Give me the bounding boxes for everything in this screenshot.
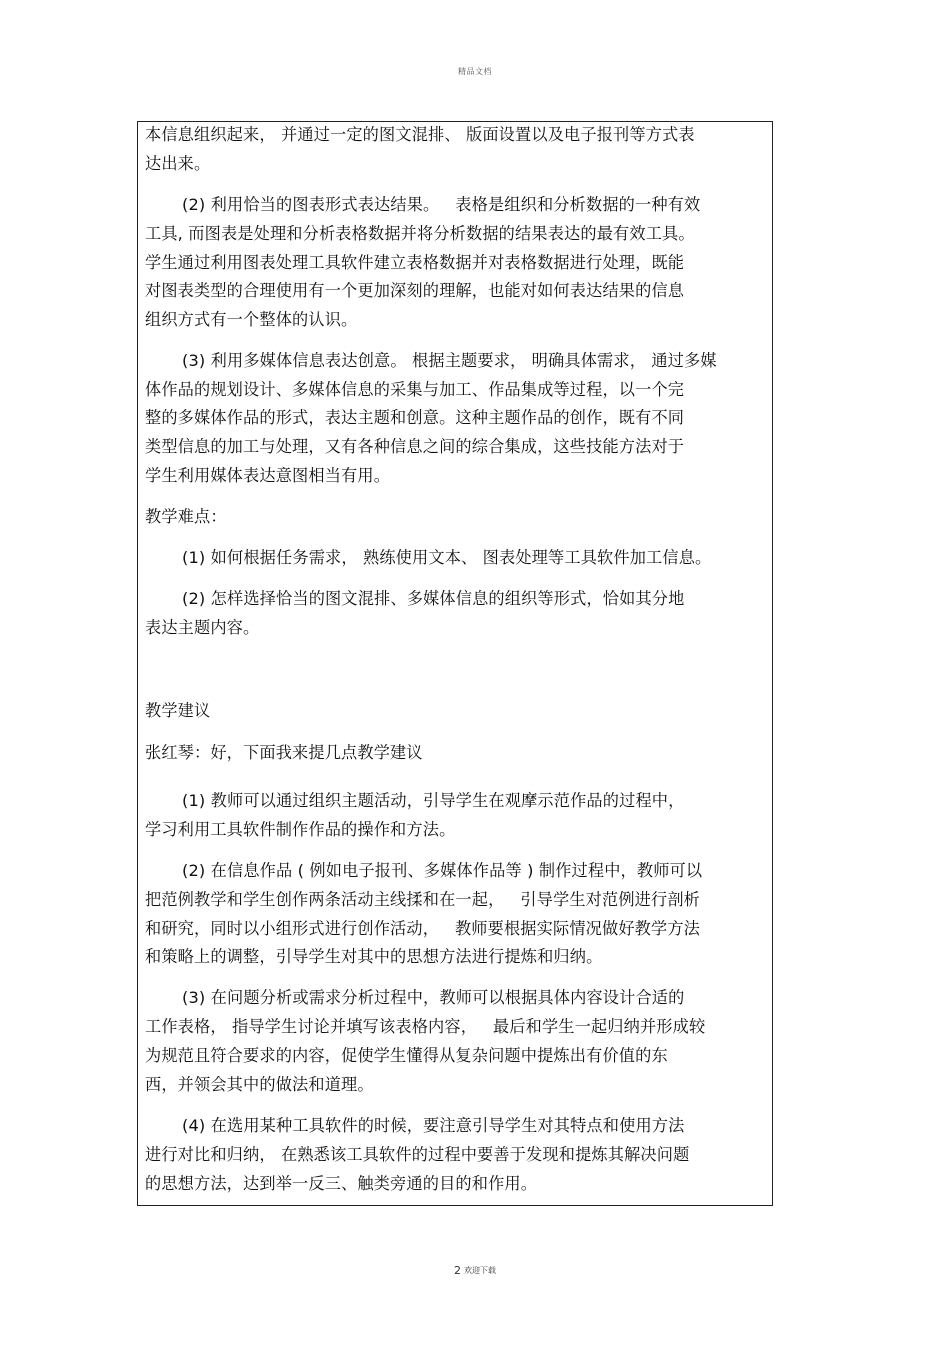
- text-line: 达出来。: [145, 154, 211, 173]
- text-line: (2) 怎样选择恰当的图文混排、多媒体信息的组织等形式，恰如其分地: [182, 589, 685, 608]
- text-line: (1) 如何根据任务需求， 熟练使用文本、 图表处理等工具软件加工信息。: [182, 548, 712, 567]
- text-line: 和研究，同时以小组形式进行创作活动， 教师要根据实际情况做好教学方法: [145, 919, 701, 938]
- text-line: 进行对比和归纳， 在熟悉该工具软件的过程中要善于发现和提炼其解决问题: [145, 1145, 690, 1164]
- text-line: 工作表格， 指导学生讨论并填写该表格内容， 最后和学生一起归纳并形成较: [145, 1017, 706, 1036]
- text-line: 为规范且符合要求的内容，促使学生懂得从复杂问题中提炼出有价值的东: [145, 1046, 668, 1065]
- page-number: 2: [454, 1264, 461, 1277]
- page-header: 精品文档: [458, 67, 492, 76]
- text-line: 类型信息的加工与处理，又有各种信息之间的综合集成，这些技能方法对于: [145, 437, 685, 456]
- text-line: 体作品的规划设计、多媒体信息的采集与加工、作品集成等过程，以一个完: [145, 380, 685, 399]
- text-line: 学习利用工具软件制作作品的操作和方法。: [145, 820, 456, 839]
- text-line: (3) 利用多媒体信息表达创意。 根据主题要求， 明确具体需求， 通过多媒: [182, 351, 717, 370]
- text-line: 工具, 而图表是处理和分析表格数据并将分析数据的结果表达的最有效工具。: [145, 224, 695, 243]
- text-line: 整的多媒体作品的形式，表达主题和创意。这种主题作品的创作，既有不同: [145, 408, 685, 427]
- text-line: 学生通过利用图表处理工具软件建立表格数据并对表格数据进行处理，既能: [145, 253, 685, 272]
- text-line: 本信息组织起来， 并通过一定的图文混排、 版面设置以及电子报刊等方式表: [145, 125, 695, 144]
- text-line: (2) 在信息作品 ( 例如电子报刊、多媒体作品等 ) 制作过程中，教师可以: [182, 861, 703, 880]
- text-line: 把范例教学和学生创作两条活动主线揉和在一起， 引导学生对范例进行剖析: [145, 890, 701, 909]
- content-table-cell: [137, 121, 773, 1206]
- text-line: (1) 教师可以通过组织主题活动，引导学生在观摩示范作品的过程中，: [182, 791, 685, 810]
- text-line: 学生利用媒体表达意图相当有用。: [145, 466, 391, 485]
- text-line: 对图表类型的合理使用有一个更加深刻的理解，也能对如何表达结果的信息: [145, 281, 685, 300]
- speaker-line: 张红琴：好，下面我来提几点教学建议: [145, 743, 423, 762]
- page-footer: [0, 1260, 950, 1279]
- text-line: 表达主题内容。: [145, 618, 260, 637]
- footer-label: 欢迎下载: [464, 1266, 496, 1275]
- section-heading-difficulties: 教学难点：: [145, 507, 227, 526]
- text-line: 组织方式有一个整体的认识。: [145, 310, 358, 329]
- text-line: (2) 利用恰当的图表形式表达结果。 表格是组织和分析数据的一种有效: [182, 195, 701, 214]
- text-line: 的思想方法，达到举一反三、触类旁通的目的和作用。: [145, 1174, 538, 1193]
- text-line: 西，并领会其中的做法和道理。: [145, 1075, 374, 1094]
- text-line: 和策略上的调整，引导学生对其中的思想方法进行提炼和归纳。: [145, 947, 603, 966]
- text-line: (3) 在问题分析或需求分析过程中，教师可以根据具体内容设计合适的: [182, 988, 685, 1007]
- section-heading-suggestions: 教学建议: [145, 701, 211, 720]
- text-line: (4) 在选用某种工具软件的时候，要注意引导学生对其特点和使用方法: [182, 1116, 685, 1135]
